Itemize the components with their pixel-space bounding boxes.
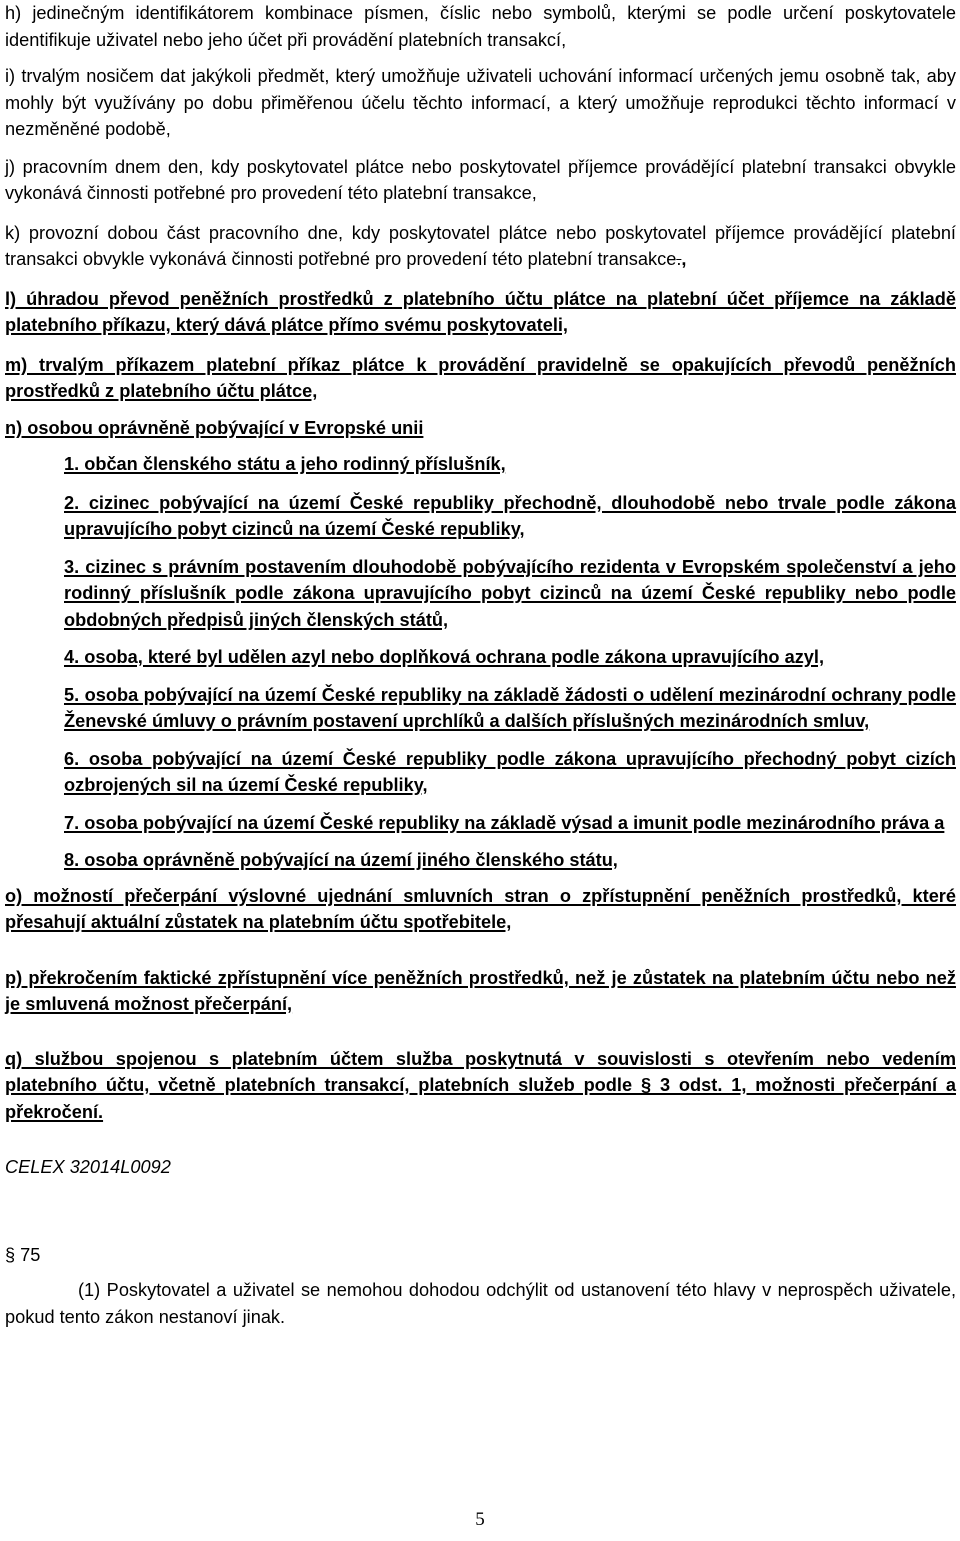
list-item-text: 8. osoba oprávněně pobývající na území jiného členského státu, [64,850,618,870]
list-item: 2. cizinec pobývající na území České republiky přechodně, dlouhodobě nebo trvale podle zákona upravujícího pobyt cizinců na území České republiky, [64,492,956,539]
definition-n [5,415,956,442]
deleted-text: . [676,249,682,269]
list-item: 5. osoba pobývající na území České republiky na základě žádosti o udělení mezinárodní ochrany podle Ženevské úmluvy o právním postavení uprchlíků a dalších příslušných mezinárodních smluv, [64,684,956,731]
definition-m: m) trvalým příkazem platební příkaz plátce k provádění pravidelně se opakujících převodů peněžních prostředků z platebního účtu plátce, [5,354,956,401]
list-item-text: 1. občan členského státu a jeho rodinný příslušník, [64,454,506,474]
definition-l: l) úhradou převod peněžních prostředků z platebního účtu plátce na platební účet příjemce na základě platebního příkazu, který dává plátce přímo svému poskytovateli, [5,288,956,335]
list-item [5,847,956,874]
definition-i: i) trvalým nosičem dat jakýkoli předmět, který umožňuje uživateli uchování informací určených jemu osobně tak, aby mohly být využívány po dobu přiměřenou účelu těchto informací, a který umožňuje reprodukci těchto informací v nezměněné podobě, [5,66,956,139]
list-item [5,451,956,478]
document-page [5,0,956,1330]
definition-q: q) službou spojenou s platebním účtem služba poskytnutá v souvislosti s otevřením nebo vedením platebního účtu, včetně platebních transakcí, platebních služeb podle § 3 odst. 1, možnosti přečerpání a překročení. [5,1048,956,1122]
definition-h: h) jedinečným identifikátorem kombinace písmen, číslic nebo symbolů, kterými se podle určení poskytovatele identifikuje uživatel nebo jeho účet při provádění platebních transakcí, [5,3,956,50]
list-item: 6. osoba pobývající na území České republiky podle zákona upravujícího přechodný pobyt cizích ozbrojených sil na území České republiky, [64,748,956,795]
definition-n-text: n) osobou oprávněně pobývající v Evropské unii [5,417,424,438]
definition-p: p) překročením faktické zpřístupnění více peněžních prostředků, než je zůstatek na platebním účtu nebo než je smluvená možnost přečerpání, [5,967,956,1014]
page-number: 5 [475,1509,485,1530]
section-paragraph: (1) Poskytovatel a uživatel se nemohou dohodou odchýlit od ustanovení této hlavy v neprospěch uživatele, pokud tento zákon nestanoví jinak. [5,1280,956,1327]
list-item: 4. osoba, které byl udělen azyl nebo doplňková ochrana podle zákona upravujícího azyl, [64,647,825,667]
list-item: 3. cizinec s právním postavením dlouhodobě pobývajícího rezidenta v Evropském společenství a jeho rodinný příslušník podle zákona upravujícího pobyt cizinců na území České republiky nebo podle obdobných předpisů jiných členských států, [64,556,956,630]
section-heading: § 75 [5,1245,41,1265]
definition-k [5,220,956,273]
inserted-text: , [681,249,687,269]
definition-o: o) možností přečerpání výslovné ujednání smluvních stran o zpřístupnění peněžních prostředků, které přesahují aktuální zůstatek na platebním účtu spotřebitele, [5,885,956,932]
celex-reference: CELEX 32014L0092 [5,1157,171,1177]
list-item: 7. osoba pobývající na území České republiky na základě výsad a imunit podle mezinárodního práva a [64,812,945,833]
definition-k-text: k) provozní dobou část pracovního dne, kdy poskytovatel plátce nebo poskytovatel příjemce provádějící platební transakci obvykle vykonává činnosti potřebné pro provedení této platební transakce [5,222,956,269]
definition-j: j) pracovním dnem den, kdy poskytovatel plátce nebo poskytovatel příjemce provádějící platební transakci obvykle vykonává činnosti potřebné pro provedení této platební transakce, [5,156,956,203]
